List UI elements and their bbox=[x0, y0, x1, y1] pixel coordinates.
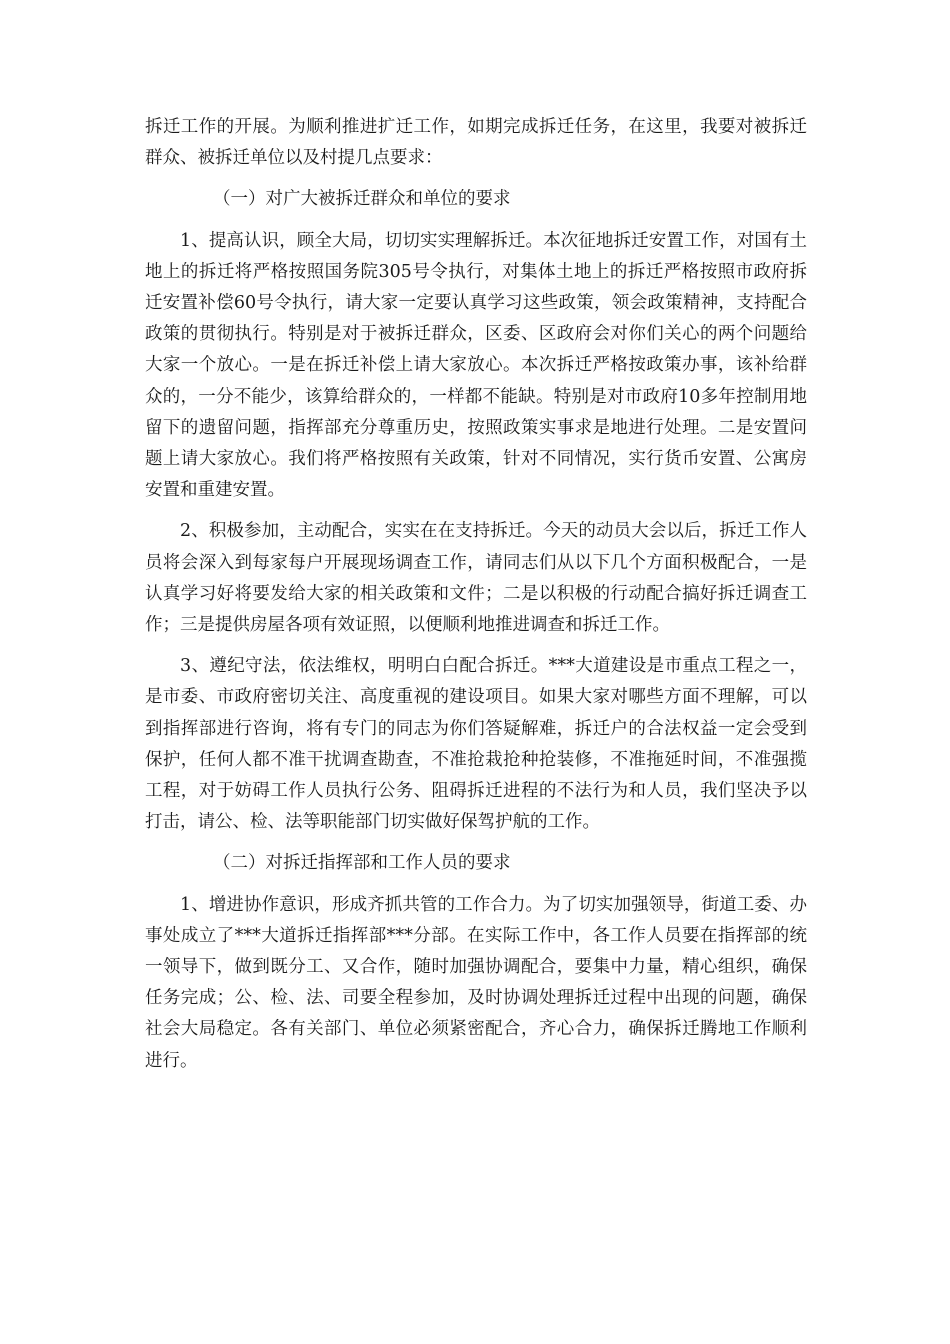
paragraph-item-1-3: 3、遵纪守法，依法维权，明明白白配合拆迁。***大道建设是市重点工程之一，是市委、市政府密切关注、高度重视的建设项目。如果大家对哪些方面不理解，可以到指挥部进行咨询，将有专门的同志为你们答疑解难，拆迁户的合法权益一定会受到保护，任何人都不准干扰调查勘查，不准抢栽抢种抢装修，不准拖延时间，不准强揽工程，对于妨碍工作人员执行公务、阻碍拆迁进程的不法行为和人员，我们坚决予以打击，请公、检、法等职能部门切实做好保驾护航的工作。 bbox=[145, 656, 807, 833]
section-heading-2: （二）对拆迁指挥部和工作人员的要求 bbox=[213, 853, 511, 874]
paragraph-item-1-1: 1、提高认识，顾全大局，切切实实理解拆迁。本次征地拆迁安置工作，对国有土地上的拆迁将严格按照国务院305号令执行，对集体土地上的拆迁严格按照市政府拆迁安置补偿60号令执行，请大家一定要认真学习这些政策，领会政策精神，支持配合政策的贯彻执行。特别是对于被拆迁群众，区委、区政府会对你们关心的两个问题给大家一个放心。一是在拆迁补偿上请大家放心。本次拆迁严格按政策办事，该补给群众的，一分不能少，该算给群众的，一样都不能缺。特别是对市政府10多年控制用地留下的遗留问题，指挥部充分尊重历史，按照政策实事求是地进行处理。二是安置问题上请大家放心。我们将严格按照有关政策，针对不同情况，实行货币安置、公寓房安置和重建安置。 bbox=[145, 230, 807, 501]
paragraph-item-1-2: 2、积极参加，主动配合，实实在在支持拆迁。今天的动员大会以后，拆迁工作人员将会深入到每家每户开展现场调查工作，请同志们从以下几个方面积极配合，一是认真学习好将要发给大家的相关政策和文件；二是以积极的行动配合搞好拆迁调查工作；三是提供房屋各项有效证照，以便顺利地推进调查和拆迁工作。 bbox=[145, 521, 807, 636]
section-heading-1: （一）对广大被拆迁群众和单位的要求 bbox=[213, 189, 511, 210]
document-page bbox=[145, 112, 807, 1087]
paragraph-item-2-1: 1、增进协作意识，形成齐抓共管的工作合力。为了切实加强领导，街道工委、办事处成立了***大道拆迁指挥部***分部。在实际工作中，各工作人员要在指挥部的统一领导下，做到既分工、又合作，随时加强协调配合，要集中力量，精心组织，确保任务完成；公、检、法、司要全程参加，及时协调处理拆迁过程中出现的问题，确保社会大局稳定。各有关部门、单位必须紧密配合，齐心合力，确保拆迁腾地工作顺利进行。 bbox=[145, 894, 807, 1071]
paragraph-intro: 拆迁工作的开展。为顺利推进扩迁工作，如期完成拆迁任务，在这里，我要对被拆迁群众、被拆迁单位以及村提几点要求： bbox=[145, 117, 807, 169]
